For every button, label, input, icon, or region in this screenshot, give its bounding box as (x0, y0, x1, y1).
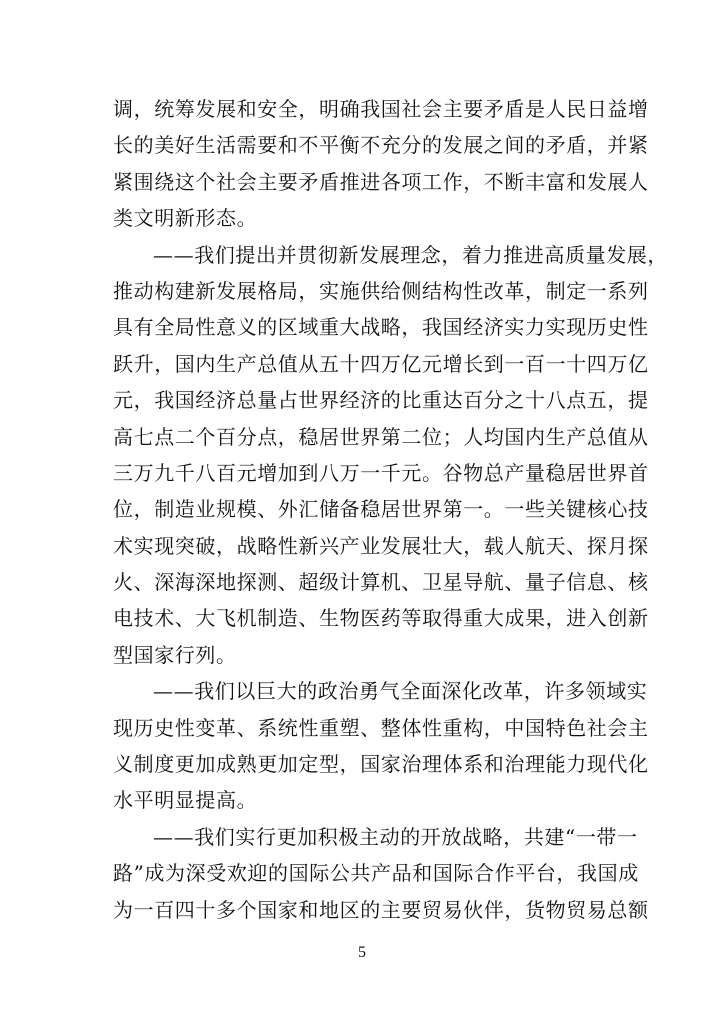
text-line: 位，制造业规模、外汇储备稳居世界第一。一些关键核心技 (113, 497, 649, 522)
text-line: 为一百四十多个国家和地区的主要贸易伙伴，货物贸易总额 (113, 897, 649, 922)
body-text (113, 91, 668, 928)
text-line: 推动构建新发展格局，实施供给侧结构性改革，制定一系列 (113, 278, 649, 303)
text-line: 具有全局性意义的区域重大战略，我国经济实力实现历史性 (113, 315, 649, 340)
text-line: 类文明新形态。 (113, 206, 258, 231)
text-line: 三万九千八百元增加到八万一千元。谷物总产量稳居世界首 (113, 460, 649, 485)
text-line: 电技术、大飞机制造、生物医药等取得重大成果，进入创新 (113, 606, 649, 631)
text-line: ——我们提出并贯彻新发展理念，着力推进高质量发展， (153, 242, 668, 267)
text-line: 紧围绕这个社会主要矛盾推进各项工作，不断丰富和发展人 (113, 169, 649, 194)
text-line: 调，统筹发展和安全，明确我国社会主要矛盾是人民日益增 (113, 97, 649, 121)
text-line: 现历史性变革、系统性重塑、整体性重构，中国特色社会主 (113, 715, 649, 740)
text-line: 火、深海深地探测、超级计算机、卫星导航、量子信息、核 (113, 570, 649, 595)
text-line: 长的美好生活需要和不平衡不充分的发展之间的矛盾，并紧 (113, 133, 649, 158)
text-line: 跃升，国内生产总值从五十四万亿元增长到一百一十四万亿 (113, 351, 649, 376)
text-line: 高七点二个百分点，稳居世界第二位；人均国内生产总值从 (113, 424, 649, 449)
text-line: ——我们以巨大的政治勇气全面深化改革，许多领域实 (153, 679, 648, 704)
text-line: 元，我国经济总量占世界经济的比重达百分之十八点五，提 (113, 388, 649, 413)
page-number: 5 (358, 944, 366, 961)
text-line: 水平明显提高。 (113, 788, 258, 813)
text-line: 路”成为深受欢迎的国际公共产品和国际合作平台，我国成 (113, 861, 639, 886)
text-line: 术实现突破，战略性新兴产业发展壮大，载人航天、探月探 (113, 533, 649, 558)
text-line: ——我们实行更加积极主动的开放战略，共建“一带一 (153, 824, 638, 849)
text-line: 义制度更加成熟更加定型，国家治理体系和治理能力现代化 (113, 752, 649, 777)
text-line: 型国家行列。 (113, 642, 237, 667)
